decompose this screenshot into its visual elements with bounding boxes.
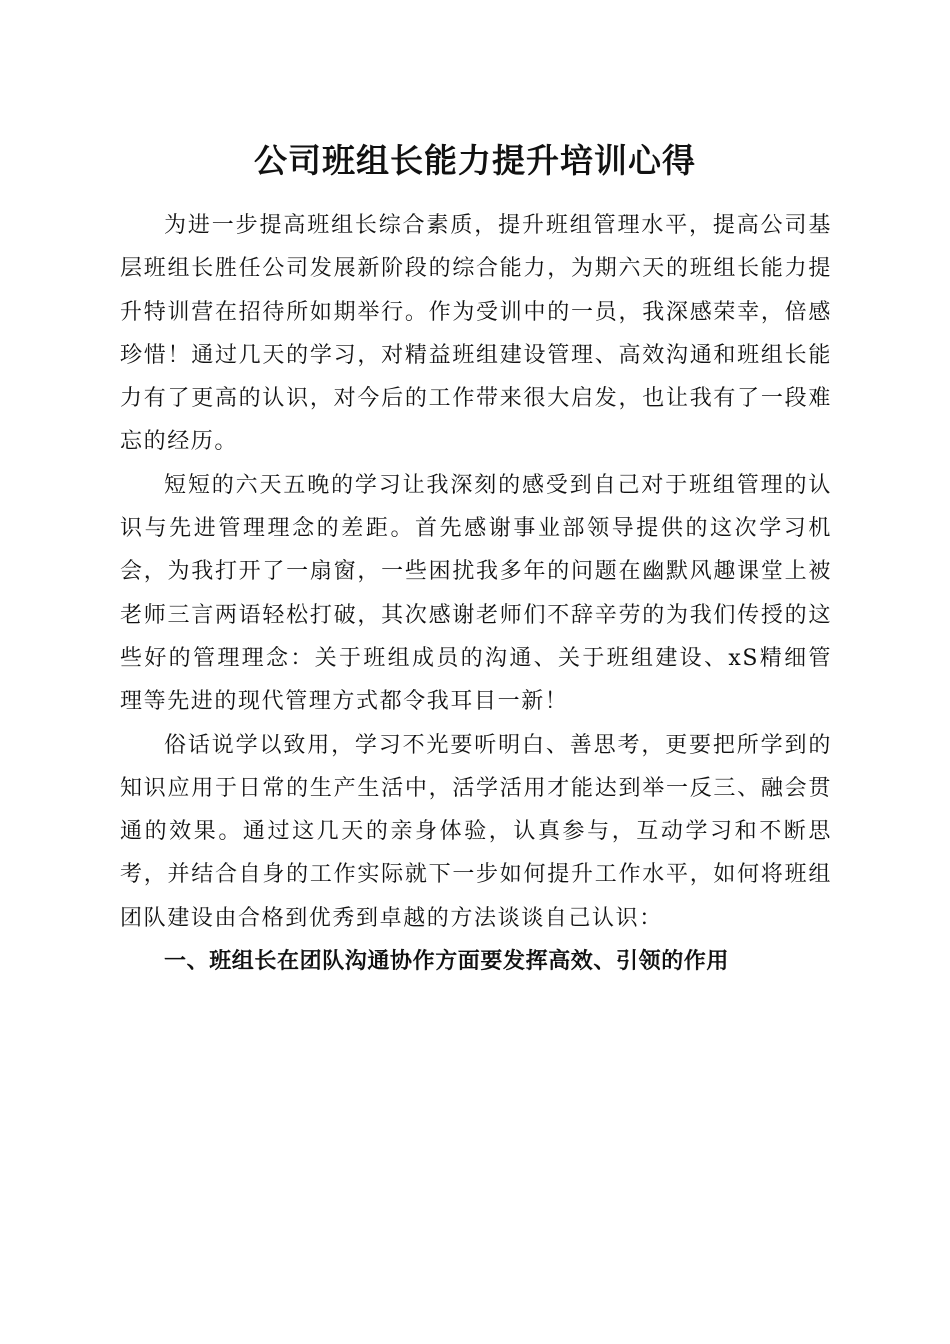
document-title: 公司班组长能力提升培训心得 xyxy=(254,141,696,180)
paragraph-application: 俗话说学以致用，学习不光要听明白、善思考，更要把所学到的知识应用于日常的生产生活中，活学活用才能达到举一反三、融会贯通的效果。通过这几天的亲身体验，认真参与，互动学习和不断思考，并结合自身的工作实际就下一步如何提升工作水平，如何将班组团队建设由合格到优秀到卓越的方法谈谈自己认识： xyxy=(120,732,832,931)
paragraph-intro: 为进一步提高班组长综合素质，提升班组管理水平，提高公司基层班组长胜任公司发展新阶段的综合能力，为期六天的班组长能力提升特训营在招待所如期举行。作为受训中的一员，我深感荣幸，倍感珍惜！通过几天的学习，对精益班组建设管理、高效沟通和班组长能力有了更高的认识，对今后的工作带来很大启发，也让我有了一段难忘的经历。 xyxy=(120,213,832,455)
section-heading: 一、班组长在团队沟通协作方面要发挥高效、引领的作用 xyxy=(164,949,730,975)
paragraph-reflection: 短短的六天五晚的学习让我深刻的感受到自己对于班组管理的认识与先进管理理念的差距。首先感谢事业部领导提供的这次学习机会，为我打开了一扇窗，一些困扰我多年的问题在幽默风趣课堂上被老师三言两语轻松打破，其次感谢老师们不辞辛劳的为我们传授的这些好的管理理念：关于班组成员的沟通、关于班组建设、xS精细管理等先进的现代管理方式都令我耳目一新！ xyxy=(120,472,832,715)
document-body xyxy=(120,204,832,983)
